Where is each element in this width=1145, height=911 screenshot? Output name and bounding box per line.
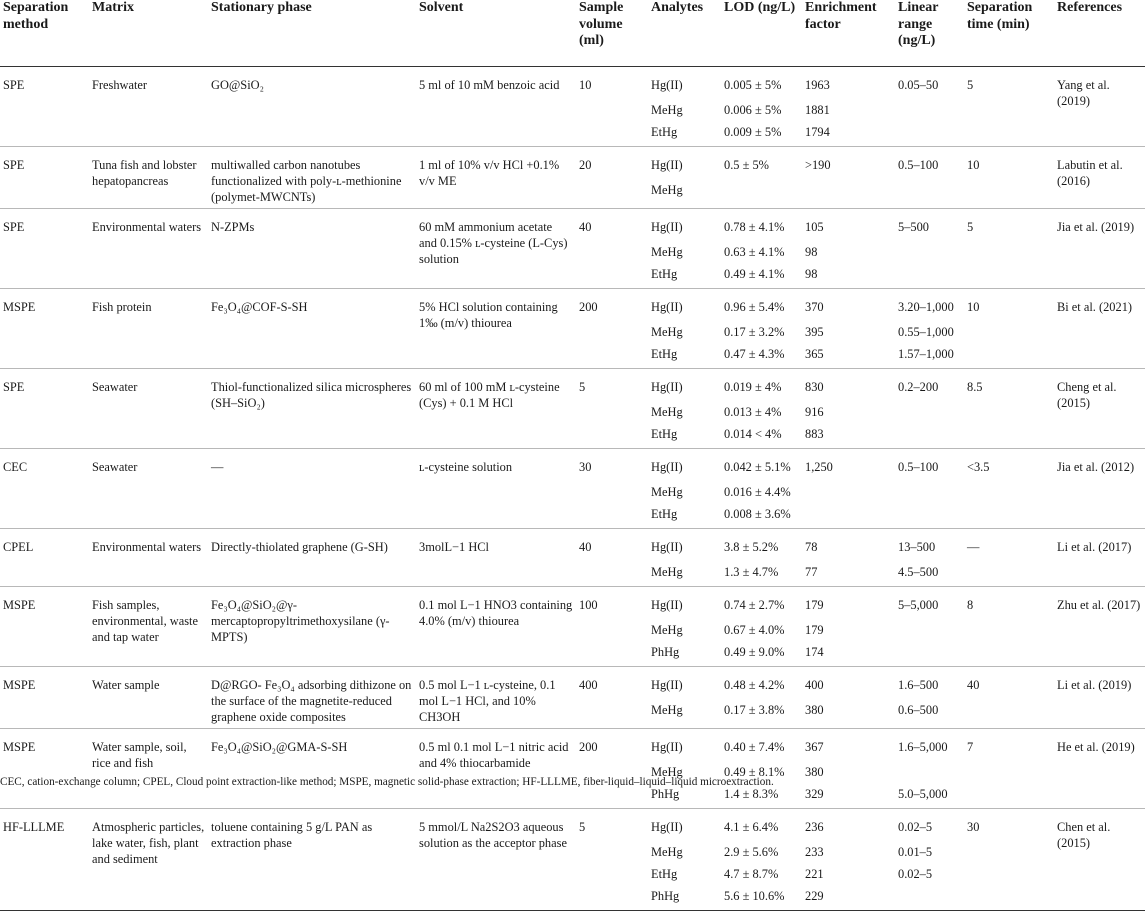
enrichment-factor-cell-value: 365 xyxy=(805,346,824,361)
separation-method-cell: SPE xyxy=(0,368,89,448)
column-header: Separation time (min) xyxy=(964,0,1054,66)
lod-cell xyxy=(721,666,802,728)
table-row xyxy=(0,146,1145,208)
enrichment-factor-cell-value xyxy=(805,503,892,525)
enrichment-factor-cell-value: 179 xyxy=(805,597,824,612)
lod-cell-value: 4.7 ± 8.7% xyxy=(724,866,779,881)
linear-range-cell-value: 0.05–50 xyxy=(898,77,939,92)
enrichment-factor-cell-value: 395 xyxy=(805,324,824,339)
analyte-cell xyxy=(648,66,721,146)
analyte-cell-value: PhHg xyxy=(651,888,680,903)
column-header: LOD (ng/L) xyxy=(721,0,802,66)
sample-volume-cell: 40 xyxy=(576,528,648,586)
solvent-cell: 1 ml of 10% v/v HCl +0.1% v/v ME xyxy=(416,146,576,208)
separation-time-cell: <3.5 xyxy=(964,448,1054,528)
linear-range-cell-value: 13–500 xyxy=(898,539,936,554)
reference-cell: Bi et al. (2021) xyxy=(1054,288,1145,368)
linear-range-cell-value: 0.55–1,000 xyxy=(898,324,954,339)
analyte-cell xyxy=(648,146,721,208)
analyte-cell-value: EtHg xyxy=(651,266,678,281)
enrichment-factor-cell-value: >190 xyxy=(805,157,831,172)
enrichment-factor-cell-value: 1881 xyxy=(805,102,830,117)
lod-cell-value: 2.9 ± 5.6% xyxy=(724,844,779,859)
linear-range-cell xyxy=(895,586,964,666)
analyte-cell-value: MeHg xyxy=(651,844,683,859)
enrichment-factor-cell-value: 380 xyxy=(805,702,824,717)
linear-range-cell-value: 0.02–5 xyxy=(898,866,933,881)
lod-cell-value: 0.013 ± 4% xyxy=(724,404,782,419)
column-header: Sample volume (ml) xyxy=(576,0,648,66)
enrichment-factor-cell-value: 400 xyxy=(805,677,824,692)
separation-method-cell: SPE xyxy=(0,66,89,146)
enrichment-factor-cell xyxy=(802,586,895,666)
analyte-cell-value: MeHg xyxy=(651,622,683,637)
enrichment-factor-cell-value: 1963 xyxy=(805,77,830,92)
lod-cell-value: 0.17 ± 3.8% xyxy=(724,702,785,717)
analyte-cell-value: MeHg xyxy=(651,764,683,779)
separation-time-cell: — xyxy=(964,528,1054,586)
lod-cell-value: 0.5 ± 5% xyxy=(724,157,770,172)
reference-cell: Jia et al. (2019) xyxy=(1054,208,1145,288)
analyte-cell-value: EtHg xyxy=(651,426,678,441)
linear-range-cell-value: 3.20–1,000 xyxy=(898,299,954,314)
enrichment-factor-cell-value: 98 xyxy=(805,244,818,259)
separation-time-cell: 5 xyxy=(964,208,1054,288)
linear-range-cell-value: 5–5,000 xyxy=(898,597,939,612)
enrichment-factor-cell-value: 370 xyxy=(805,299,824,314)
header-row xyxy=(0,0,1145,66)
enrichment-factor-cell xyxy=(802,728,895,808)
linear-range-cell-value: 0.01–5 xyxy=(898,844,933,859)
linear-range-cell xyxy=(895,528,964,586)
linear-range-cell-value: 1.57–1,000 xyxy=(898,346,954,361)
analyte-cell-value: Hg(II) xyxy=(651,459,683,474)
enrichment-factor-cell-value: 1,250 xyxy=(805,459,833,474)
matrix-cell: Seawater xyxy=(89,448,208,528)
lod-cell xyxy=(721,728,802,808)
sample-volume-cell: 400 xyxy=(576,666,648,728)
solvent-cell: 0.5 mol L−1 ʟ-cysteine, 0.1 mol L−1 HCl, and 10% CH3OH xyxy=(416,666,576,728)
matrix-cell: Environmental waters xyxy=(89,528,208,586)
linear-range-cell-value xyxy=(898,503,961,525)
stationary-phase-cell: N-ZPMs xyxy=(208,208,416,288)
matrix-cell: Water sample, soil, rice and fish xyxy=(89,728,208,808)
lod-cell xyxy=(721,66,802,146)
analyte-cell-value: EtHg xyxy=(651,866,678,881)
analyte-cell xyxy=(648,208,721,288)
lod-cell-value: 0.019 ± 4% xyxy=(724,379,782,394)
column-header: Matrix xyxy=(89,0,208,66)
analyte-cell-value: MeHg xyxy=(651,484,683,499)
enrichment-factor-cell xyxy=(802,208,895,288)
solvent-cell: 60 ml of 100 mM ʟ-cysteine (Cys) + 0.1 M HCl xyxy=(416,368,576,448)
table-row xyxy=(0,528,1145,586)
analyte-cell-value: MeHg xyxy=(651,324,683,339)
separation-time-cell: 30 xyxy=(964,808,1054,910)
lod-cell xyxy=(721,208,802,288)
lod-cell-value: 0.40 ± 7.4% xyxy=(724,739,785,754)
table-row xyxy=(0,586,1145,666)
lod-cell-value: 0.48 ± 4.2% xyxy=(724,677,785,692)
stationary-phase-cell: multiwalled carbon nanotubes functionalized with poly-ʟ-methionine (polymet-MWCNTs) xyxy=(208,146,416,208)
lod-cell xyxy=(721,528,802,586)
stationary-phase-cell: Fe₃O₄@SiO₂@GMA-S-SH xyxy=(208,728,416,808)
analyte-cell xyxy=(648,666,721,728)
analyte-cell-value: MeHg xyxy=(651,564,683,579)
column-header: References xyxy=(1054,0,1145,66)
stationary-phase-cell: D@RGO- Fe₃O₄ adsorbing dithizone on the surface of the magnetite-reduced graphene oxide composites xyxy=(208,666,416,728)
linear-range-cell-value xyxy=(898,263,961,285)
linear-range-cell-value xyxy=(898,121,961,143)
enrichment-factor-cell-value: 77 xyxy=(805,564,818,579)
linear-range-cell-value: 1.6–500 xyxy=(898,677,939,692)
lod-cell-value: 0.17 ± 3.2% xyxy=(724,324,785,339)
table-row xyxy=(0,208,1145,288)
stationary-phase-cell: Fe₃O₄@SiO₂@γ-mercaptopropyltrimethoxysilane (γ-MPTS) xyxy=(208,586,416,666)
enrichment-factor-cell xyxy=(802,368,895,448)
separation-time-cell: 10 xyxy=(964,146,1054,208)
lod-cell-value: 0.008 ± 3.6% xyxy=(724,506,791,521)
lod-cell xyxy=(721,288,802,368)
enrichment-factor-cell-value: 883 xyxy=(805,426,824,441)
table-row xyxy=(0,66,1145,146)
enrichment-factor-cell-value: 105 xyxy=(805,219,824,234)
matrix-cell: Freshwater xyxy=(89,66,208,146)
linear-range-cell-value: 0.5–100 xyxy=(898,459,939,474)
enrichment-factor-cell-value xyxy=(805,481,892,503)
enrichment-factor-cell-value: 380 xyxy=(805,764,824,779)
analyte-cell-value: Hg(II) xyxy=(651,677,683,692)
linear-range-cell-value xyxy=(898,401,961,423)
linear-range-cell xyxy=(895,208,964,288)
sample-volume-cell: 20 xyxy=(576,146,648,208)
solvent-cell: 60 mM ammonium acetate and 0.15% ʟ-cysteine (L-Cys) solution xyxy=(416,208,576,288)
sample-volume-cell: 40 xyxy=(576,208,648,288)
enrichment-factor-cell xyxy=(802,528,895,586)
separation-method-cell: MSPE xyxy=(0,586,89,666)
linear-range-cell xyxy=(895,448,964,528)
lod-cell-value: 0.63 ± 4.1% xyxy=(724,244,785,259)
analyte-cell-value: Hg(II) xyxy=(651,299,683,314)
enrichment-factor-cell xyxy=(802,448,895,528)
sample-volume-cell: 5 xyxy=(576,368,648,448)
lod-cell xyxy=(721,448,802,528)
separation-method-cell: HF-LLLME xyxy=(0,808,89,910)
enrichment-factor-cell xyxy=(802,288,895,368)
enrichment-factor-cell xyxy=(802,66,895,146)
enrichment-factor-cell-value: 174 xyxy=(805,644,824,659)
enrichment-factor-cell xyxy=(802,146,895,208)
stationary-phase-cell: toluene containing 5 g/L PAN as extraction phase xyxy=(208,808,416,910)
linear-range-cell-value xyxy=(898,99,961,121)
solvent-cell: 5 ml of 10 mM benzoic acid xyxy=(416,66,576,146)
analyte-cell xyxy=(648,528,721,586)
analyte-cell xyxy=(648,728,721,808)
analyte-cell-value: Hg(II) xyxy=(651,819,683,834)
linear-range-cell-value xyxy=(898,481,961,503)
enrichment-factor-cell-value: 98 xyxy=(805,266,818,281)
reference-cell: Li et al. (2017) xyxy=(1054,528,1145,586)
lod-cell-value: 0.005 ± 5% xyxy=(724,77,782,92)
enrichment-factor-cell-value: 367 xyxy=(805,739,824,754)
matrix-cell: Environmental waters xyxy=(89,208,208,288)
matrix-cell: Atmospheric particles, lake water, fish, plant and sediment xyxy=(89,808,208,910)
lod-cell-value: 0.96 ± 5.4% xyxy=(724,299,785,314)
separation-method-cell: MSPE xyxy=(0,666,89,728)
linear-range-cell xyxy=(895,288,964,368)
separation-method-cell: CEC xyxy=(0,448,89,528)
lod-cell xyxy=(721,368,802,448)
analyte-cell xyxy=(648,448,721,528)
solvent-cell: ʟ-cysteine solution xyxy=(416,448,576,528)
separation-method-cell: MSPE xyxy=(0,728,89,808)
linear-range-cell xyxy=(895,808,964,910)
separation-time-cell: 7 xyxy=(964,728,1054,808)
lod-cell-value: 0.49 ± 8.1% xyxy=(724,764,785,779)
lod-cell-value: 1.3 ± 4.7% xyxy=(724,564,779,579)
separation-method-cell: MSPE xyxy=(0,288,89,368)
solvent-cell: 5% HCl solution containing 1‰ (m/v) thiourea xyxy=(416,288,576,368)
linear-range-cell-value xyxy=(898,885,961,907)
analyte-cell xyxy=(648,368,721,448)
column-header: Analytes xyxy=(648,0,721,66)
sample-volume-cell: 100 xyxy=(576,586,648,666)
reference-cell: Cheng et al. (2015) xyxy=(1054,368,1145,448)
lod-cell xyxy=(721,808,802,910)
analyte-cell xyxy=(648,586,721,666)
column-header: Separation method xyxy=(0,0,89,66)
stationary-phase-cell: — xyxy=(208,448,416,528)
solvent-cell: 3molL−1 HCl xyxy=(416,528,576,586)
sample-volume-cell: 200 xyxy=(576,728,648,808)
linear-range-cell-value xyxy=(898,641,961,663)
lod-cell-value xyxy=(724,179,799,201)
analyte-cell-value: EtHg xyxy=(651,124,678,139)
linear-range-cell-value xyxy=(898,179,961,201)
analyte-cell xyxy=(648,288,721,368)
analyte-cell-value: MeHg xyxy=(651,702,683,717)
linear-range-cell xyxy=(895,146,964,208)
enrichment-factor-cell-value: 1794 xyxy=(805,124,830,139)
solvent-cell: 0.5 ml 0.1 mol L−1 nitric acid and 4% thiocarbamide xyxy=(416,728,576,808)
lod-cell xyxy=(721,146,802,208)
separation-time-cell: 40 xyxy=(964,666,1054,728)
stationary-phase-cell: Directly-thiolated graphene (G-SH) xyxy=(208,528,416,586)
enrichment-factor-cell-value: 221 xyxy=(805,866,824,881)
matrix-cell: Seawater xyxy=(89,368,208,448)
enrichment-factor-cell-value: 916 xyxy=(805,404,824,419)
analyte-cell-value: EtHg xyxy=(651,346,678,361)
analyte-cell-value: Hg(II) xyxy=(651,379,683,394)
table-row xyxy=(0,728,1145,808)
table-row xyxy=(0,808,1145,910)
linear-range-cell-value: 0.2–200 xyxy=(898,379,939,394)
analyte-cell-value: Hg(II) xyxy=(651,219,683,234)
matrix-cell: Tuna fish and lobster hepatopancreas xyxy=(89,146,208,208)
lod-cell-value: 0.016 ± 4.4% xyxy=(724,484,791,499)
lod-cell-value: 0.47 ± 4.3% xyxy=(724,346,785,361)
lod-cell-value: 0.49 ± 9.0% xyxy=(724,644,785,659)
linear-range-cell xyxy=(895,368,964,448)
analyte-cell-value: PhHg xyxy=(651,786,680,801)
stationary-phase-cell: Thiol-functionalized silica microspheres (SH–SiO₂) xyxy=(208,368,416,448)
column-header: Enrichment factor xyxy=(802,0,895,66)
separation-method-cell: CPEL xyxy=(0,528,89,586)
table-row xyxy=(0,368,1145,448)
column-header: Stationary phase xyxy=(208,0,416,66)
enrichment-factor-cell-value: 329 xyxy=(805,786,824,801)
sample-volume-cell: 10 xyxy=(576,66,648,146)
linear-range-cell-value: 0.02–5 xyxy=(898,819,933,834)
lod-cell-value: 0.009 ± 5% xyxy=(724,124,782,139)
linear-range-cell-value: 5.0–5,000 xyxy=(898,786,948,801)
lod-cell-value: 0.49 ± 4.1% xyxy=(724,266,785,281)
lod-cell-value: 0.042 ± 5.1% xyxy=(724,459,791,474)
analyte-cell-value: PhHg xyxy=(651,644,680,659)
linear-range-cell-value: 4.5–500 xyxy=(898,564,939,579)
analyte-cell-value: MeHg xyxy=(651,244,683,259)
analyte-cell-value: Hg(II) xyxy=(651,539,683,554)
lod-cell-value: 0.67 ± 4.0% xyxy=(724,622,785,637)
linear-range-cell xyxy=(895,666,964,728)
linear-range-cell-value xyxy=(898,423,961,445)
lod-cell xyxy=(721,586,802,666)
enrichment-factor-cell-value: 236 xyxy=(805,819,824,834)
matrix-cell: Fish samples, environmental, waste and tap water xyxy=(89,586,208,666)
matrix-cell: Fish protein xyxy=(89,288,208,368)
linear-range-cell-value xyxy=(898,619,961,641)
enrichment-factor-cell-value: 78 xyxy=(805,539,818,554)
analyte-cell-value: MeHg xyxy=(651,404,683,419)
sample-volume-cell: 30 xyxy=(576,448,648,528)
reference-cell: Jia et al. (2012) xyxy=(1054,448,1145,528)
table-row xyxy=(0,448,1145,528)
linear-range-cell-value: 0.5–100 xyxy=(898,157,939,172)
analyte-cell-value: EtHg xyxy=(651,506,678,521)
enrichment-factor-cell-value xyxy=(805,179,892,201)
separation-method-cell: SPE xyxy=(0,146,89,208)
reference-cell: Li et al. (2019) xyxy=(1054,666,1145,728)
separation-time-cell: 8 xyxy=(964,586,1054,666)
reference-cell: He et al. (2019) xyxy=(1054,728,1145,808)
analyte-cell-value: Hg(II) xyxy=(651,77,683,92)
lod-cell-value: 5.6 ± 10.6% xyxy=(724,888,785,903)
reference-cell: Yang et al. (2019) xyxy=(1054,66,1145,146)
reference-cell: Chen et al. (2015) xyxy=(1054,808,1145,910)
linear-range-cell xyxy=(895,728,964,808)
separation-time-cell: 10 xyxy=(964,288,1054,368)
enrichment-factor-cell-value: 179 xyxy=(805,622,824,637)
lod-cell-value: 0.006 ± 5% xyxy=(724,102,782,117)
lod-cell-value: 0.014 < 4% xyxy=(724,426,782,441)
linear-range-cell xyxy=(895,66,964,146)
solvent-cell: 0.1 mol L−1 HNO3 containing 4.0% (m/v) thiourea xyxy=(416,586,576,666)
analyte-cell-value: MeHg xyxy=(651,182,683,197)
lod-cell-value: 4.1 ± 6.4% xyxy=(724,819,779,834)
table-row xyxy=(0,288,1145,368)
reference-cell: Zhu et al. (2017) xyxy=(1054,586,1145,666)
linear-range-cell-value: 5–500 xyxy=(898,219,929,234)
lod-cell-value: 0.78 ± 4.1% xyxy=(724,219,785,234)
enrichment-factor-cell-value: 830 xyxy=(805,379,824,394)
stationary-phase-cell: GO@SiO₂ xyxy=(208,66,416,146)
enrichment-factor-cell xyxy=(802,666,895,728)
lod-cell-value: 1.4 ± 8.3% xyxy=(724,786,779,801)
analyte-cell-value: Hg(II) xyxy=(651,597,683,612)
analyte-cell-value: Hg(II) xyxy=(651,157,683,172)
lod-cell-value: 0.74 ± 2.7% xyxy=(724,597,785,612)
linear-range-cell-value xyxy=(898,761,961,783)
reference-cell: Labutin et al. (2016) xyxy=(1054,146,1145,208)
enrichment-factor-cell xyxy=(802,808,895,910)
stationary-phase-cell: Fe₃O₄@COF-S-SH xyxy=(208,288,416,368)
sample-volume-cell: 200 xyxy=(576,288,648,368)
separation-method-cell: SPE xyxy=(0,208,89,288)
separation-time-cell: 8.5 xyxy=(964,368,1054,448)
solvent-cell: 5 mmol/L Na2S2O3 aqueous solution as the acceptor phase xyxy=(416,808,576,910)
column-header: Linear range (ng/L) xyxy=(895,0,964,66)
analyte-cell xyxy=(648,808,721,910)
lod-cell-value: 3.8 ± 5.2% xyxy=(724,539,779,554)
linear-range-cell-value: 0.6–500 xyxy=(898,702,939,717)
analyte-cell-value: Hg(II) xyxy=(651,739,683,754)
column-header: Solvent xyxy=(416,0,576,66)
table-row xyxy=(0,666,1145,728)
sample-volume-cell: 5 xyxy=(576,808,648,910)
linear-range-cell-value: 1.6–5,000 xyxy=(898,739,948,754)
separation-time-cell: 5 xyxy=(964,66,1054,146)
matrix-cell: Water sample xyxy=(89,666,208,728)
table-footnote: CEC, cation-exchange column; CPEL, Cloud point extraction-like method; MSPE, magnetic solid-phase extraction; HF-LLLME, fiber-liquid–liquid–liquid microextraction. xyxy=(0,776,774,788)
enrichment-factor-cell-value: 229 xyxy=(805,888,824,903)
enrichment-factor-cell-value: 233 xyxy=(805,844,824,859)
analyte-cell-value: MeHg xyxy=(651,102,683,117)
linear-range-cell-value xyxy=(898,241,961,263)
